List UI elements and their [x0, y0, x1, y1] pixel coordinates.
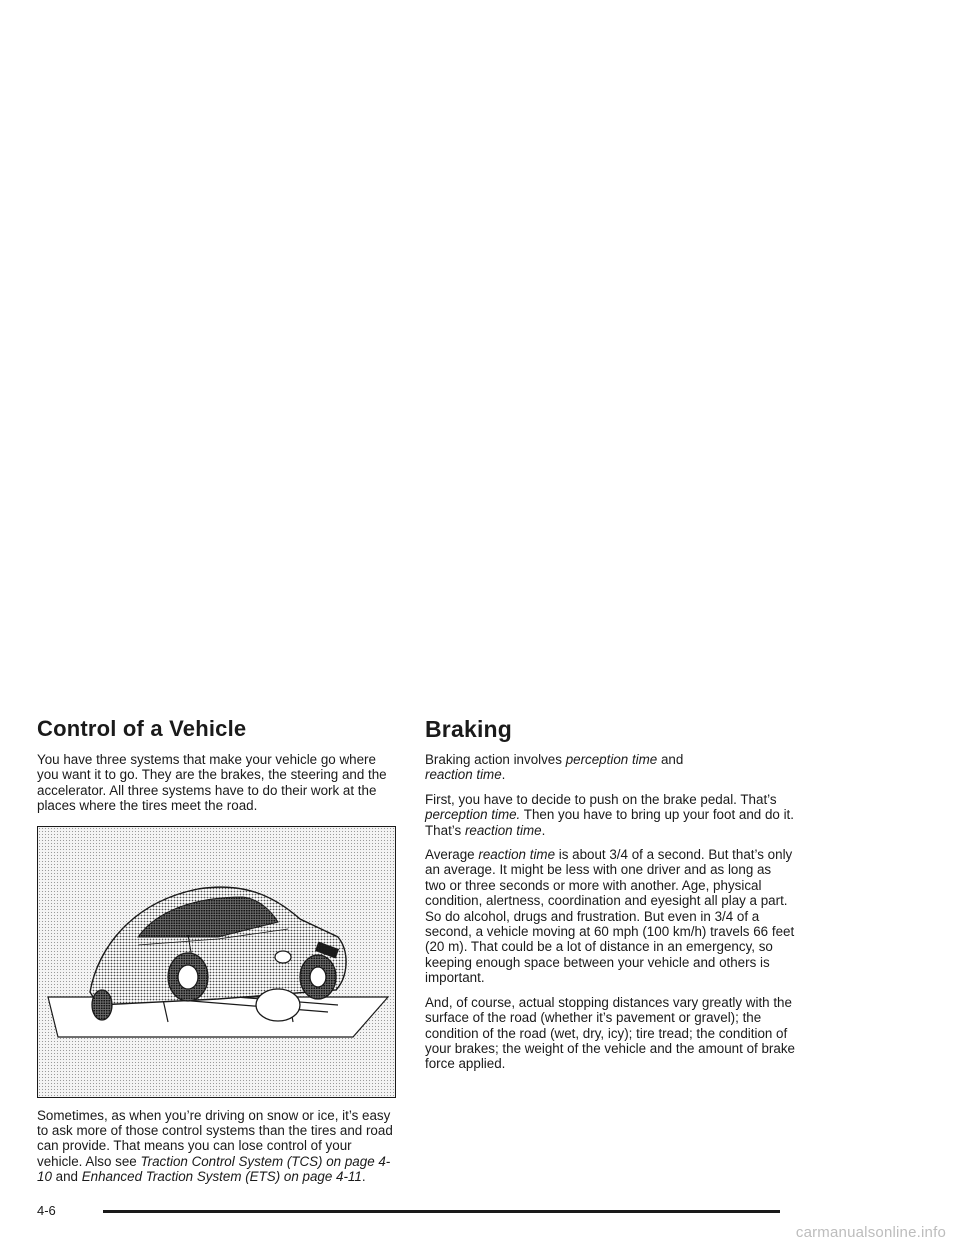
- braking-p3-text: Average: [425, 847, 479, 863]
- braking-p1-text: Braking action involves: [425, 752, 566, 767]
- reaction-time-term-3: reaction time: [478, 847, 556, 863]
- braking-paragraph-1: [425, 752, 795, 783]
- section-title-control: Control of a Vehicle: [37, 716, 247, 741]
- braking-p2-end: .: [541, 822, 546, 838]
- control-paragraph-2-end: .: [361, 1169, 366, 1185]
- footer-divider: [103, 1210, 780, 1213]
- watermark: carmanualsonline.info: [795, 1224, 946, 1241]
- reaction-time-term: reaction time: [425, 767, 502, 783]
- right-column: [425, 716, 795, 1081]
- section-title-braking: Braking: [425, 716, 513, 742]
- car-drawing: [38, 827, 395, 1097]
- braking-paragraph-2: [425, 792, 795, 838]
- ets-reference-link[interactable]: Enhanced Traction System (ETS) on page 4-11: [81, 1169, 362, 1185]
- braking-p3-rest: is about 3/4 of a second. But that’s only an average. It might be less with one driver and as long as two or three seconds or more with another. Age, physical condition, alertness, coordination and eyesight all play a part. So do alcohol, drugs and frustration. But even in 3/4 of a second, a vehicle moving at 60 mph (100 km/h) travels 66 feet (20 m). That could be a lot of distance in an emergency, so keeping enough space between your vehicle and others is important.: [425, 847, 795, 986]
- braking-paragraph-4: And, of course, actual stopping distances vary greatly with the surface of the road (whether it’s pavement or gravel); the condition of the road (wet, dry, icy); tire tread; the condition of your brakes; the weight of the vehicle and the amount of brake force applied.: [425, 994, 795, 1072]
- braking-p2-text: First, you have to decide to push on the brake pedal. That’s: [425, 791, 777, 807]
- braking-p1-and: and: [657, 752, 684, 767]
- control-paragraph-1: You have three systems that make your vehicle go where you want it to go. They are the brakes, the steering and the accelerator. All three systems have to do their work at the places where the tires meet the road.: [37, 752, 387, 814]
- perception-time-term-2: perception time.: [425, 807, 521, 823]
- left-column: [37, 716, 397, 1194]
- control-paragraph-2-and: and: [51, 1169, 82, 1185]
- tcs-reference-link[interactable]: Traction Control System (TCS) on page 4-10: [37, 1153, 391, 1185]
- braking-paragraph-3: [425, 847, 795, 986]
- page-number: 4-6: [37, 1203, 56, 1218]
- reaction-time-term-2: reaction time: [464, 822, 542, 838]
- braking-p1-end: .: [501, 767, 506, 783]
- control-paragraph-2: [37, 1108, 397, 1185]
- vehicle-on-surface-illustration: [37, 826, 396, 1098]
- perception-time-term: perception time: [565, 752, 658, 767]
- control-paragraph-2-text: Sometimes, as when you’re driving on snow or ice, it’s easy to ask more of those control systems than the tires and road can provide. That means you can lose control of your vehicle. Also see: [37, 1107, 393, 1169]
- braking-p2-mid: Then you have to bring up your foot and do it. That’s: [425, 807, 794, 838]
